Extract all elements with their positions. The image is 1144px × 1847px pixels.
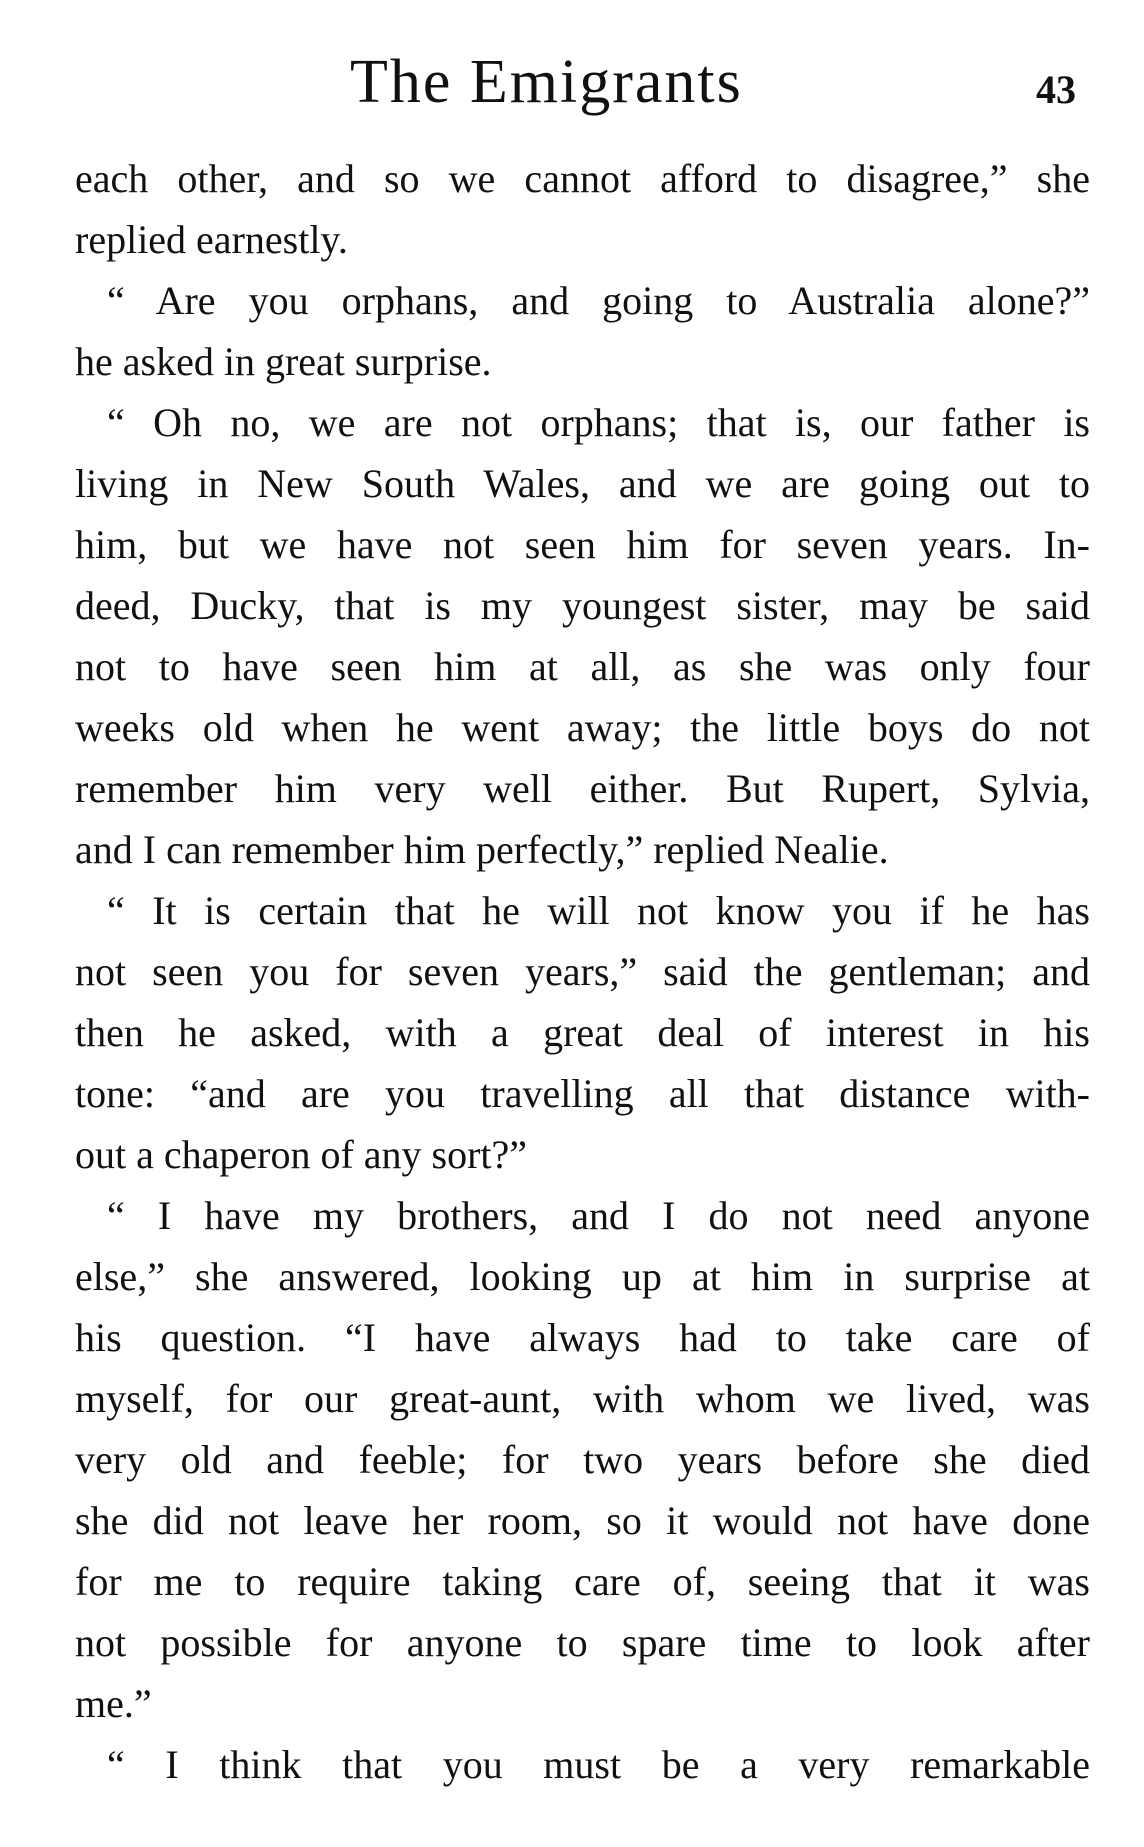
text-line: very old and feeble; for two years before she died [75, 1437, 1090, 1482]
page-number: 43 [1036, 67, 1076, 112]
text-line: not possible for anyone to spare time to look after [75, 1620, 1090, 1665]
running-title: The Emigrants [350, 48, 743, 116]
text-line: “ I have my brothers, and I do not need anyone [107, 1193, 1090, 1238]
text-line: “ It is certain that he will not know you if he has [107, 888, 1090, 933]
text-line: each other, and so we cannot afford to disagree,” she [75, 156, 1090, 201]
text-line: weeks old when he went away; the little boys do not [75, 705, 1090, 750]
text-line: for me to require taking care of, seeing that it was [75, 1559, 1090, 1604]
text-line: remember him very well either. But Rupert, Sylvia, [75, 766, 1090, 811]
text-line: else,” she answered, looking up at him in surprise at [75, 1254, 1090, 1299]
text-line: tone: “and are you travelling all that distance with- [75, 1071, 1090, 1116]
text-line: “ I think that you must be a very remarkable [107, 1742, 1090, 1787]
text-line: living in New South Wales, and we are going out to [75, 461, 1090, 506]
text-line: out a chaperon of any sort?” [75, 1132, 528, 1177]
text-line: his question. “I have always had to take care of [75, 1315, 1090, 1360]
text-line: “ Are you orphans, and going to Australia alone?” [107, 278, 1090, 323]
text-line: myself, for our great-aunt, with whom we lived, was [75, 1376, 1090, 1421]
page-header [0, 42, 1144, 122]
text-line: not to have seen him at all, as she was only four [75, 644, 1090, 689]
text-line: she did not leave her room, so it would not have done [75, 1498, 1090, 1543]
text-line: and I can remember him perfectly,” replied Nealie. [75, 827, 889, 872]
text-line: him, but we have not seen him for seven years. In- [75, 522, 1090, 567]
text-line: replied earnestly. [75, 217, 348, 262]
text-line: he asked in great surprise. [75, 339, 492, 384]
body-text [75, 148, 1090, 1795]
text-line: me.” [75, 1681, 152, 1726]
text-line: “ Oh no, we are not orphans; that is, our father is [107, 400, 1090, 445]
text-line: deed, Ducky, that is my youngest sister, may be said [75, 583, 1090, 628]
text-line: not seen you for seven years,” said the gentleman; and [75, 949, 1090, 994]
text-line: then he asked, with a great deal of interest in his [75, 1010, 1090, 1055]
